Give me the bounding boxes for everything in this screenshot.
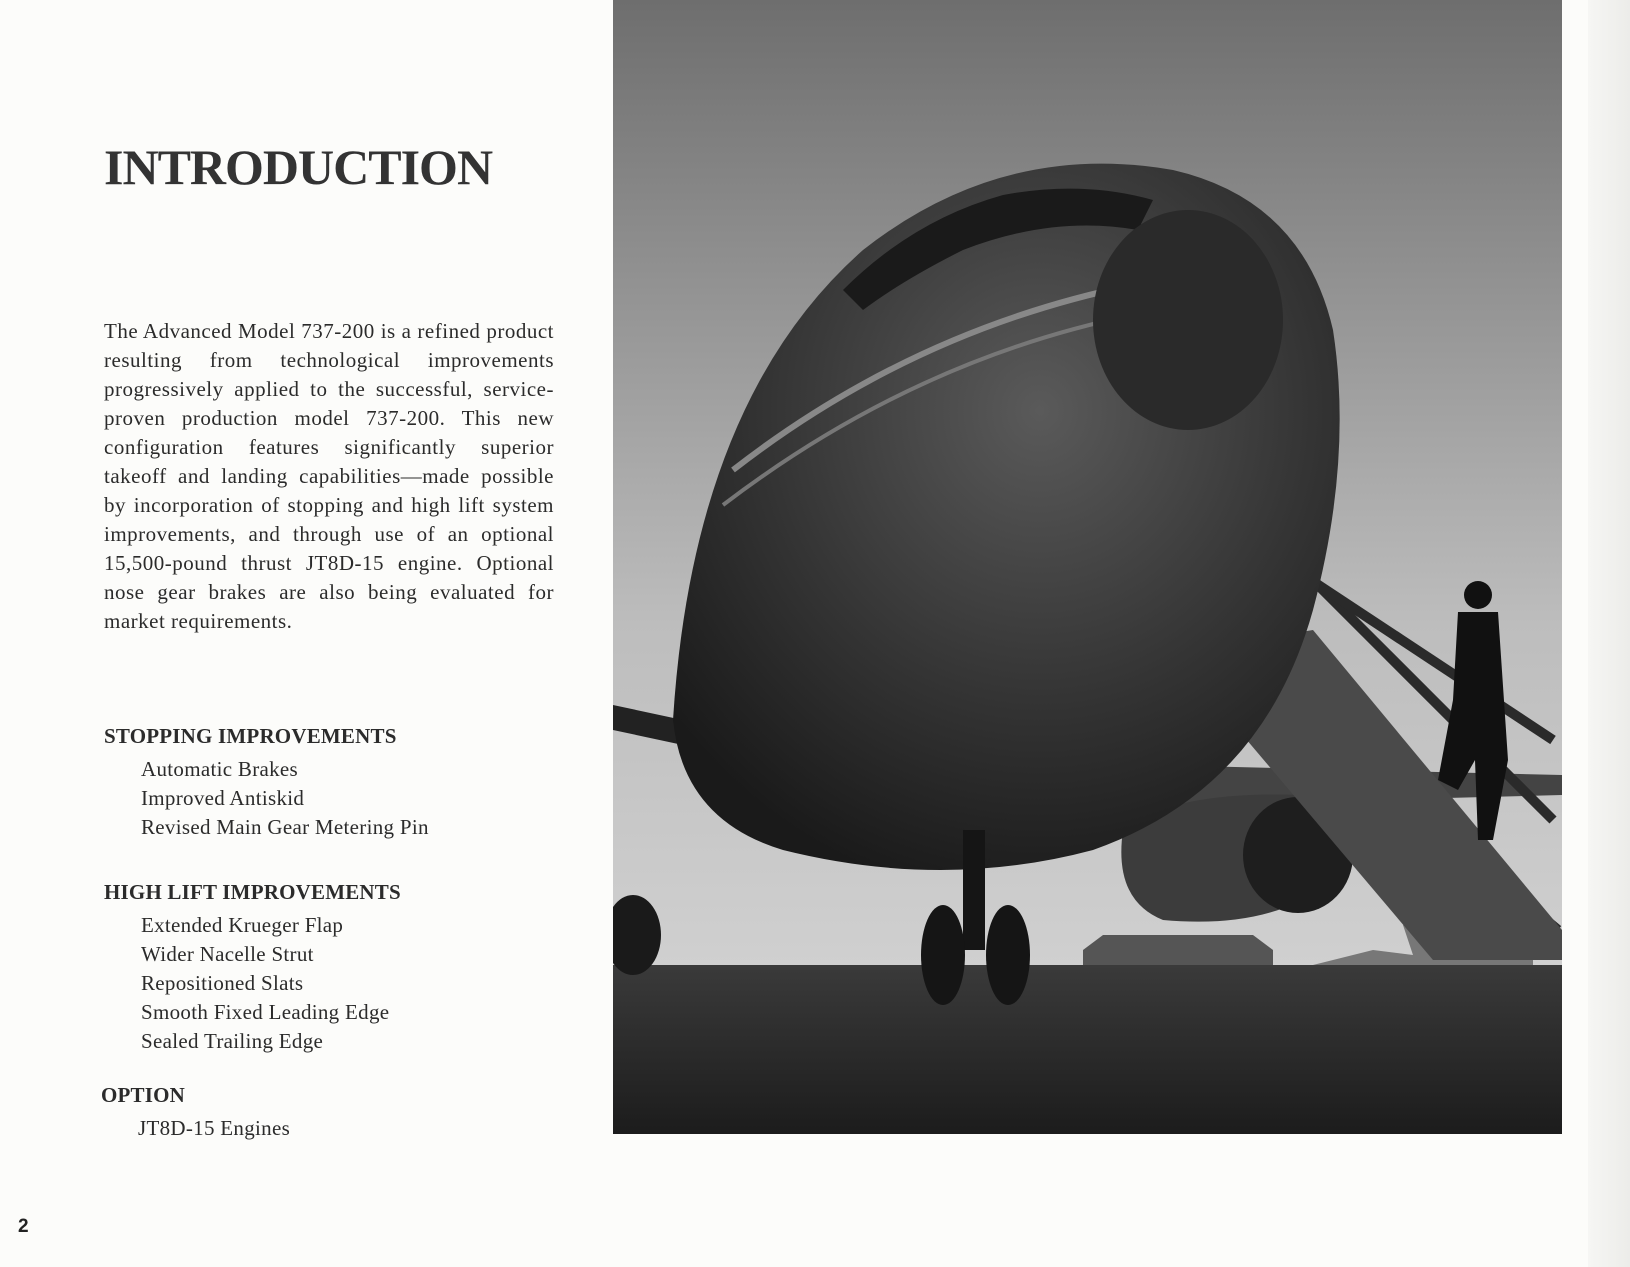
section-heading: STOPPING IMPROVEMENTS xyxy=(104,724,397,748)
tarmac xyxy=(613,965,1562,1134)
list-item: Automatic Brakes xyxy=(141,757,299,781)
list-item: JT8D-15 Engines xyxy=(138,1116,291,1140)
page-number: 2 xyxy=(18,1216,29,1237)
high-lift-improvements-list xyxy=(104,911,564,1056)
aircraft-photo xyxy=(613,0,1562,1134)
list-item: Repositioned Slats xyxy=(141,971,304,995)
list-item: Wider Nacelle Strut xyxy=(141,942,314,966)
page-edge xyxy=(1588,0,1630,1267)
list-item: Extended Krueger Flap xyxy=(141,913,344,937)
radome-highlight xyxy=(1093,210,1283,430)
intro-paragraph: The Advanced Model 737-200 is a refined product resulting from technological improvements progressively applied to the successful, service-proven production model 737-200. This new configuration features significantly superior takeoff and landing capabilities—made possible by incorporation of stopping and high lift system improvements, and through use of an optional 15,500-pound thrust JT8D-15 engine. Optional nose gear brakes are also being evaluated for market requirements. xyxy=(104,319,554,633)
list-item: Revised Main Gear Metering Pin xyxy=(141,815,429,839)
list-item: Smooth Fixed Leading Edge xyxy=(141,1000,390,1024)
list-item: Improved Antiskid xyxy=(141,786,305,810)
stopping-improvements-list xyxy=(104,755,564,842)
section-heading: HIGH LIFT IMPROVEMENTS xyxy=(104,880,401,904)
stopping-improvements-section xyxy=(104,724,564,842)
high-lift-improvements-section xyxy=(104,880,564,1056)
section-heading: OPTION xyxy=(101,1083,186,1107)
list-item: Sealed Trailing Edge xyxy=(141,1029,324,1053)
option-list xyxy=(101,1114,561,1143)
page-title: INTRODUCTION xyxy=(104,139,493,195)
option-section xyxy=(101,1083,561,1143)
